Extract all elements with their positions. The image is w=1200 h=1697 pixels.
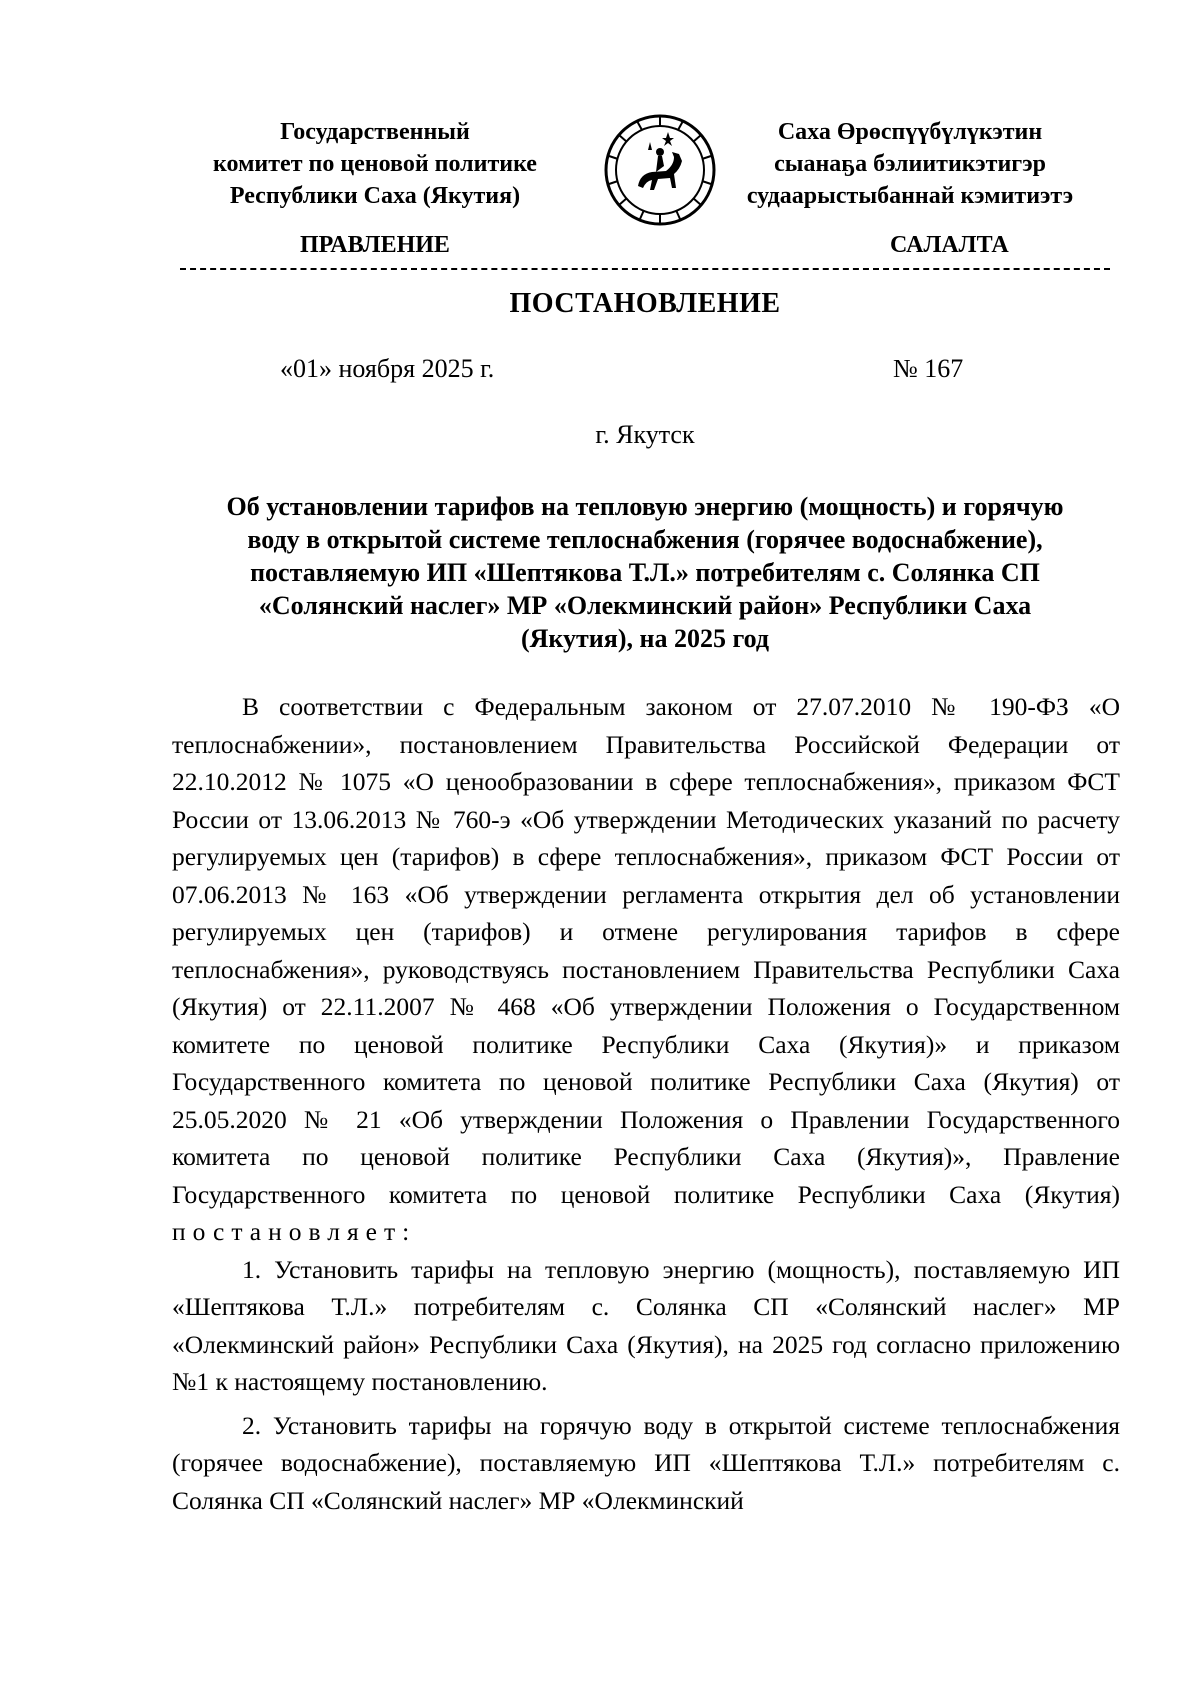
header-divider [180, 268, 1110, 270]
title-line: Об установлении тарифов на тепловую энергию (мощность) и горячую [226, 492, 1064, 521]
document-number: № 167 [893, 354, 964, 383]
document-title [170, 490, 1120, 655]
org-name-line: судаарыстыбаннай кэмитиэтэ [746, 183, 1074, 209]
org-name-line: комитет по ценовой политике [213, 151, 537, 177]
document-date: «01» ноября 2025 г. [280, 354, 495, 383]
resolves-word: постановляет: [172, 1217, 417, 1246]
org-name-line: Саха Өрөспүүбүлүкэтин [777, 119, 1043, 145]
title-line: (Якутия), на 2025 год [520, 624, 770, 653]
title-line: поставляемую ИП «Шептякова Т.Л.» потребителям с. Солянка СП [250, 558, 1040, 587]
board-label-russian: ПРАВЛЕНИЕ [300, 232, 450, 258]
org-name-line: сыанаҕа бэлиитикэтигэр [774, 151, 1046, 177]
board-label-sakha: САЛАЛТА [890, 232, 1009, 258]
title-line: воду в открытой системе теплоснабжения (горячее водоснабжение), [247, 525, 1043, 554]
org-name-line: Государственный [280, 119, 470, 145]
document-body [172, 688, 1120, 1519]
org-name-sakha [700, 116, 1120, 212]
document-type: ПОСТАНОВЛЕНИЕ [509, 288, 781, 319]
resolution-item: 1. Установить тарифы на тепловую энергию (мощность), поставляемую ИП «Шептякова Т.Л.» потребителям с. Солянка СП «Солянский наслег» МР «Олекминский район» Республики Саха (Якутия), на 2025 год согласно приложению №1 к настоящему постановлению. [172, 1254, 1120, 1396]
org-name-russian [185, 116, 565, 212]
document-city: г. Якутск [595, 420, 695, 449]
title-line: «Солянский наслег» МР «Олекминский район» Республики Саха [258, 591, 1032, 620]
preamble-paragraph [172, 688, 1120, 1251]
preamble-text: В соответствии с Федеральным законом от 27.07.2010 № 190-ФЗ «О теплоснабжении», постановлением Правительства Российской Федерации от 22.10.2012 № 1075 «О ценообразовании в сфере теплоснабжения», приказом ФСТ России от 13.06.2013 № 760-э «Об утверждении Методических указаний по расчету регулируемых цен (тарифов) в сфере теплоснабжения», приказом ФСТ России от 07.06.2013 № 163 «Об утверждении регламента открытия дел об установлении регулируемых цен (тарифов) и отмене регулирования тарифов в сфере теплоснабжения», руководствуясь постановлением Правительства Республики Саха (Якутия) от 22.11.2007 № 468 «Об утверждении Положения о Государственном комитете по ценовой политике Республики Саха (Якутия)» и приказом Государственного комитета по ценовой политике Республики Саха (Якутия) от 25.05.2020 № 21 «Об утверждении Положения о Правлении Государственного комитета по ценовой политике Республики Саха (Якутия)», Правление Государственного комитета по ценовой политике Республики Саха (Якутия) [172, 692, 1120, 1209]
resolution-item: 2. Установить тарифы на горячую воду в открытой системе теплоснабжения (горячее водоснабжение), поставляемую ИП «Шептякова Т.Л.» потребителям с. Солянка СП «Солянский наслег» МР «Олекминский [172, 1410, 1120, 1515]
org-name-line: Республики Саха (Якутия) [229, 183, 521, 209]
